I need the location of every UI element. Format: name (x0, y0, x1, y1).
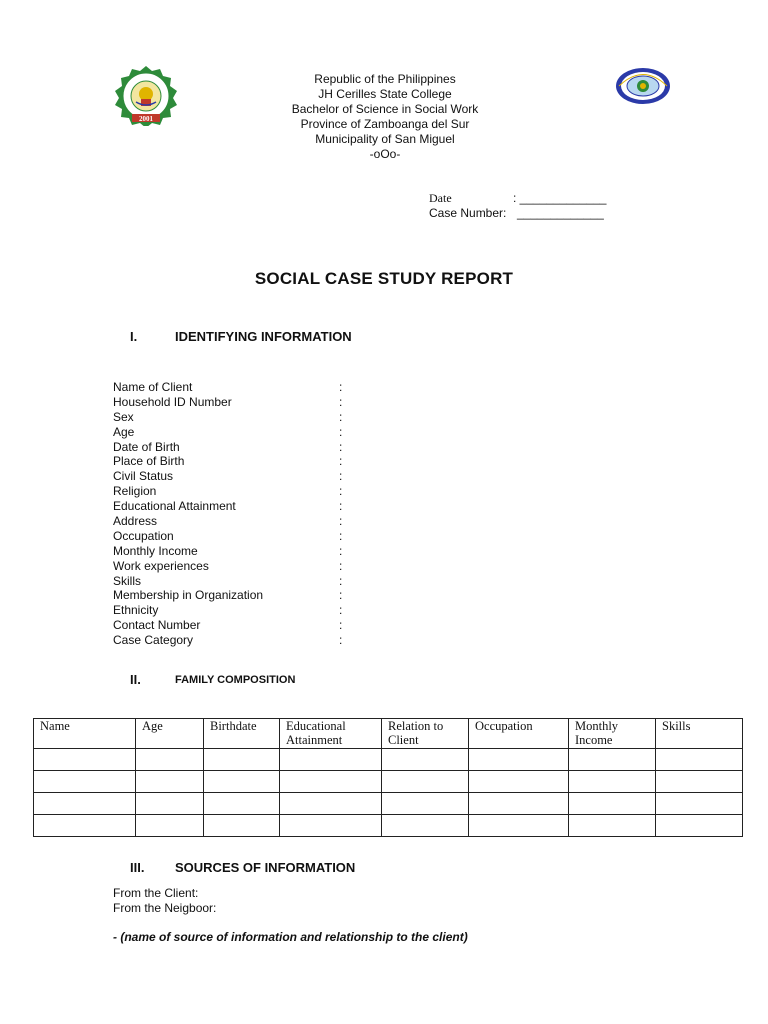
table-row (34, 815, 743, 837)
table-cell[interactable] (204, 771, 280, 793)
field-label: Household ID Number (113, 394, 232, 409)
field-separator: : (339, 618, 343, 633)
seal-year: 2001 (139, 115, 153, 123)
table-cell[interactable] (136, 749, 204, 771)
field-label: Membership in Organization (113, 588, 264, 603)
column-header (569, 719, 656, 749)
field-separator: : (339, 499, 343, 514)
field-label: Age (113, 424, 135, 439)
case-number-field: _____________ (517, 206, 604, 220)
table-cell[interactable] (204, 815, 280, 837)
field-separator: : (339, 424, 343, 439)
table-cell[interactable] (569, 771, 656, 793)
date-field: : _____________ (513, 191, 607, 205)
section-title: SOURCES OF INFORMATION (175, 860, 356, 875)
section-title: FAMILY COMPOSITION (175, 674, 296, 686)
header-line-country: Republic of the Philippines (314, 72, 456, 86)
field-separator: : (339, 454, 343, 469)
field-row (113, 454, 373, 469)
field-row (113, 425, 373, 440)
case-number-label: Case Number: (429, 206, 507, 220)
field-separator: : (339, 633, 343, 648)
field-row (113, 484, 373, 499)
institution-header (230, 72, 540, 162)
field-label: Contact Number (113, 618, 201, 633)
field-row (113, 395, 373, 410)
field-label: Place of Birth (113, 454, 185, 469)
column-header-line: Attainment (286, 732, 343, 747)
table-row (34, 749, 743, 771)
section-sources-heading (0, 860, 768, 878)
field-separator: : (339, 514, 343, 529)
column-header-line: Birthdate (210, 719, 257, 733)
field-row (113, 588, 373, 603)
field-label: Religion (113, 484, 157, 499)
source-neighbor-line: From the Neigboor: (113, 900, 217, 915)
table-cell[interactable] (34, 771, 136, 793)
field-separator: : (339, 588, 343, 603)
field-separator: : (339, 528, 343, 543)
field-separator: : (339, 409, 343, 424)
column-header (382, 719, 469, 749)
header-line-province: Province of Zamboanga del Sur (300, 117, 470, 131)
field-label: Date of Birth (113, 439, 180, 454)
sources-note: - (name of source of information and relationship to the client) (113, 930, 468, 944)
header-line-municipality: Municipality of San Miguel (315, 132, 455, 146)
field-row (113, 603, 373, 618)
table-cell[interactable] (469, 815, 569, 837)
college-seal-logo (110, 66, 182, 126)
column-header (136, 719, 204, 749)
department-seal-logo (615, 67, 671, 105)
table-cell[interactable] (469, 749, 569, 771)
table-row (34, 771, 743, 793)
section-number: III. (130, 860, 145, 875)
section-number: I. (130, 329, 138, 344)
table-cell[interactable] (656, 793, 743, 815)
table-cell[interactable] (204, 749, 280, 771)
field-label: Sex (113, 409, 134, 424)
section-identifying-heading (0, 329, 768, 347)
field-label: Civil Status (113, 469, 174, 484)
table-cell[interactable] (469, 771, 569, 793)
column-header (280, 719, 382, 749)
table-cell[interactable] (569, 749, 656, 771)
field-row (113, 380, 373, 395)
section-family-heading (0, 672, 768, 690)
section-number: II. (130, 672, 141, 687)
report-title: SOCIAL CASE STUDY REPORT (254, 269, 514, 288)
table-cell[interactable] (280, 815, 382, 837)
table-cell[interactable] (280, 749, 382, 771)
table-cell[interactable] (569, 815, 656, 837)
field-row (113, 529, 373, 544)
table-cell[interactable] (382, 771, 469, 793)
field-label: Skills (113, 573, 142, 588)
column-header-line: Client (388, 732, 419, 747)
field-separator: : (339, 484, 343, 499)
table-cell[interactable] (280, 771, 382, 793)
section-title: IDENTIFYING INFORMATION (175, 329, 352, 344)
column-header-line: Skills (662, 719, 691, 733)
field-separator: : (339, 469, 343, 484)
field-label: Occupation (113, 528, 174, 543)
field-label: Address (113, 514, 158, 529)
column-header-line: Income (575, 732, 613, 747)
family-composition-table (33, 718, 743, 837)
table-cell[interactable] (656, 749, 743, 771)
date-label: Date (429, 191, 452, 205)
column-header (34, 719, 136, 749)
header-line-program: Bachelor of Science in Social Work (291, 102, 479, 116)
field-separator: : (339, 394, 343, 409)
header-line-college: JH Cerilles State College (318, 87, 452, 101)
column-header-line: Age (142, 719, 163, 733)
field-row (113, 499, 373, 514)
column-header (204, 719, 280, 749)
field-label: Monthly Income (113, 543, 198, 558)
source-client-line: From the Client: (113, 886, 199, 900)
table-cell[interactable] (382, 793, 469, 815)
column-header-line: Relation to (388, 719, 444, 733)
table-cell[interactable] (34, 815, 136, 837)
field-label: Work experiences (113, 558, 209, 573)
column-header-line: Monthly (575, 719, 619, 733)
table-cell[interactable] (136, 771, 204, 793)
table-cell[interactable] (136, 793, 204, 815)
field-row (113, 440, 373, 455)
field-row (113, 559, 373, 574)
identifying-fields (113, 380, 373, 648)
field-row (113, 574, 373, 589)
field-separator: : (339, 543, 343, 558)
field-label: Case Category (113, 633, 194, 648)
table-cell[interactable] (34, 749, 136, 771)
column-header-line: Educational (286, 719, 346, 733)
column-header (656, 719, 743, 749)
field-label: Ethnicity (113, 603, 159, 618)
column-header (469, 719, 569, 749)
field-separator: : (339, 603, 343, 618)
field-row (113, 469, 373, 484)
field-label: Name of Client (113, 380, 193, 394)
table-cell[interactable] (34, 793, 136, 815)
table-cell[interactable] (204, 793, 280, 815)
table-cell[interactable] (136, 815, 204, 837)
field-row (113, 410, 373, 425)
table-cell[interactable] (569, 793, 656, 815)
field-label: Educational Attainment (113, 499, 236, 514)
table-row (34, 793, 743, 815)
field-separator: : (339, 558, 343, 573)
table-cell[interactable] (382, 749, 469, 771)
table-cell[interactable] (382, 815, 469, 837)
column-header-line: Name (40, 719, 70, 733)
field-row (113, 618, 373, 633)
field-row (113, 633, 373, 648)
table-cell[interactable] (656, 815, 743, 837)
column-header-line: Occupation (475, 719, 533, 733)
field-separator: : (339, 439, 343, 454)
field-separator: : (339, 380, 343, 394)
header-line-divider: -oOo- (369, 147, 401, 161)
field-separator: : (339, 573, 343, 588)
sources-list (113, 886, 216, 915)
table-cell[interactable] (656, 771, 743, 793)
field-row (113, 514, 373, 529)
table-cell[interactable] (280, 793, 382, 815)
field-row (113, 544, 373, 559)
table-cell[interactable] (469, 793, 569, 815)
